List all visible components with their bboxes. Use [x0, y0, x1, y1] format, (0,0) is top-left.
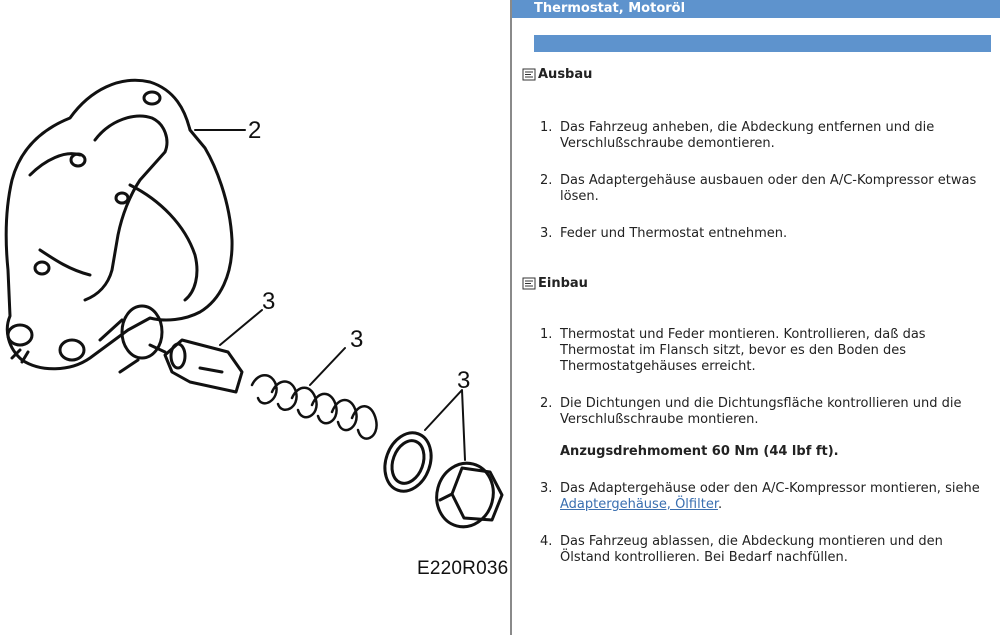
- step-text: Das Fahrzeug ablassen, die Abdeckung montieren und den Ölstand kontrollieren. Bei Bedarf nachfüllen.: [560, 534, 943, 565]
- step-number: 1.: [540, 120, 553, 135]
- figure-code: E220R036: [417, 558, 509, 579]
- step-text: Das Adaptergehäuse ausbauen oder den A/C-Kompressor etwas lösen.: [560, 173, 977, 204]
- document-pane: [512, 0, 1000, 635]
- callout-housing: 2: [248, 117, 262, 144]
- step-text: Das Fahrzeug anheben, die Abdeckung entfernen und die Verschlußschraube demontieren.: [560, 120, 935, 151]
- list-item: [540, 481, 990, 513]
- step-number: 4.: [540, 534, 553, 549]
- list-item: [540, 327, 990, 375]
- page-title: Thermostat, Motoröl: [512, 0, 1000, 18]
- header-band: [534, 35, 991, 52]
- list-item: [540, 226, 990, 242]
- step-number: 3.: [540, 226, 553, 241]
- torque-spec: Anzugsdrehmoment 60 Nm (44 lbf ft).: [560, 444, 839, 459]
- list-item: [540, 534, 990, 566]
- step-number: 3.: [540, 481, 553, 496]
- collapse-section-icon[interactable]: [522, 68, 536, 81]
- step-number: 1.: [540, 327, 553, 342]
- step-text: Thermostat und Feder montieren. Kontrollieren, daß das Thermostat im Flansch sitzt, bevor es den Boden des Thermostatgehäuses erreicht.: [560, 327, 926, 374]
- step-number: 2.: [540, 173, 553, 188]
- einbau-steps: [540, 327, 990, 566]
- list-item: [540, 396, 990, 460]
- section-heading-text: Ausbau: [538, 67, 593, 82]
- step-number: 2.: [540, 396, 553, 411]
- list-item: [540, 173, 990, 205]
- callout-spring: 3: [350, 326, 364, 353]
- adaptergehaeuse-link[interactable]: Adaptergehäuse, Ölfilter: [560, 497, 718, 512]
- collapse-section-icon[interactable]: [522, 277, 536, 290]
- section-heading-text: Einbau: [538, 276, 588, 291]
- callout-thermostat: 3: [262, 288, 276, 315]
- section-einbau-heading[interactable]: [522, 276, 588, 291]
- step-text: Die Dichtungen und die Dichtungsfläche kontrollieren und die Verschlußschraube montieren.: [560, 396, 962, 427]
- callout-seal-and-plug: 3: [457, 367, 471, 394]
- step-text-before-link: Das Adaptergehäuse oder den A/C-Kompressor montieren, siehe: [560, 481, 980, 496]
- list-item: [540, 120, 990, 152]
- section-ausbau-heading[interactable]: [522, 67, 592, 82]
- ausbau-steps: [540, 120, 990, 242]
- step-text-after-link: .: [717, 497, 723, 512]
- step-text: Feder und Thermostat entnehmen.: [560, 226, 788, 241]
